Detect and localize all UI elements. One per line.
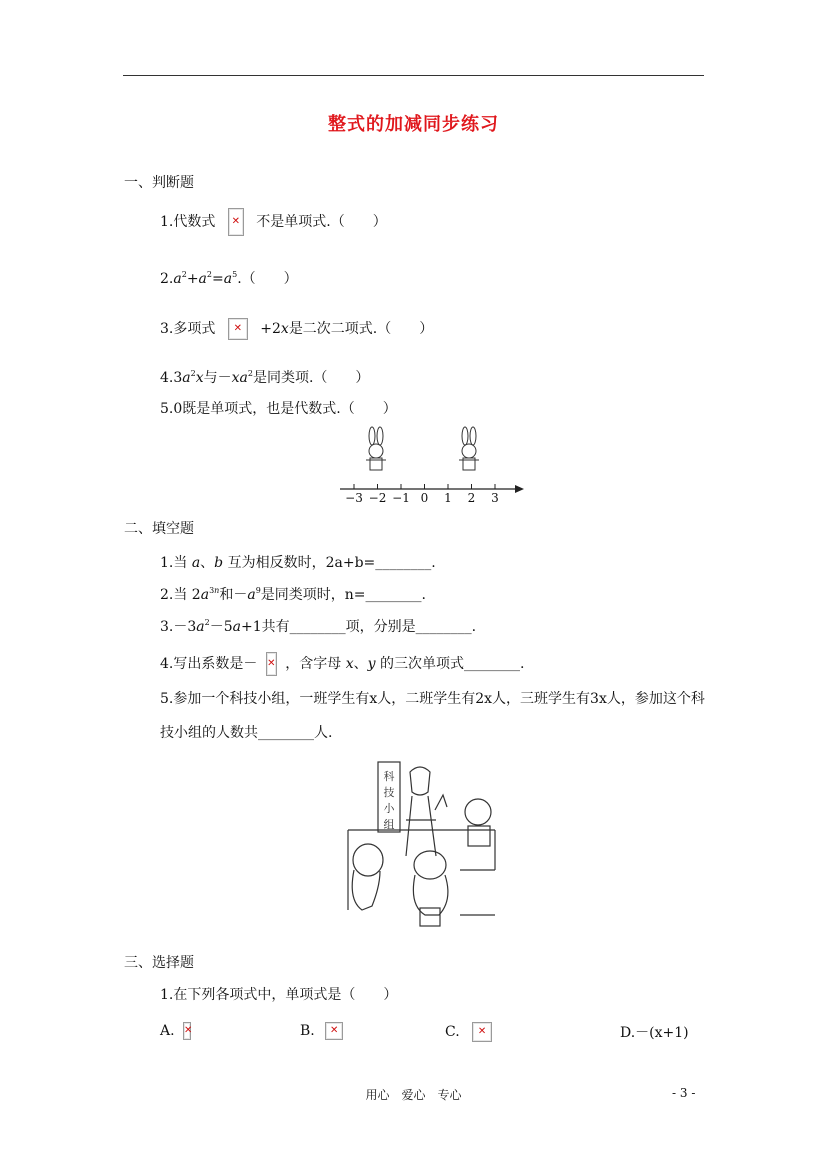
option-a[interactable] xyxy=(160,1022,191,1040)
broken-formula-image xyxy=(228,318,248,340)
q1-4-expression: $4.3a^2x$与$-xa^2$ xyxy=(160,369,253,386)
student-head-left xyxy=(353,844,383,876)
page-title: 整式的加减同步练习 xyxy=(328,114,499,135)
sign-char-3: 小 xyxy=(383,802,395,815)
section-heading-fill-in: 二、填空题 xyxy=(124,521,194,537)
broken-formula-image xyxy=(228,208,244,236)
q2-4-prefix: 4.写出系数是－ xyxy=(160,656,258,672)
header-rule xyxy=(123,75,704,76)
question-2-5: 5.参加一个科技小组，一班学生有x人，二班学生有2x人，三班学生有3x人，参加这个科技小组的人数共________人. xyxy=(160,691,705,741)
sign-char-1: 科 xyxy=(383,770,395,783)
question-2-2: 2.当 $2a^{3n}$和$-a^9$是同类项时，n=________. xyxy=(160,586,426,603)
student-head-center xyxy=(414,851,446,879)
teacher-head xyxy=(410,767,430,795)
question-1-3 xyxy=(160,318,433,340)
q2-1-answer: 2a+b=________. xyxy=(325,555,436,571)
q1-2-expression: $2.a^2+a^2=a^5$. xyxy=(160,270,242,287)
option-a-label: A. xyxy=(160,1023,175,1039)
number-line-tick-label: 2 xyxy=(467,491,476,504)
option-d-label: D.－(x+1) xyxy=(620,1025,689,1041)
page-number: - 3 - xyxy=(672,1086,696,1100)
sign-char-4: 组 xyxy=(383,818,395,831)
q2-2-answer: n=________. xyxy=(344,587,426,603)
broken-formula-image xyxy=(472,1022,492,1042)
q2-3-part2: －5 xyxy=(209,619,233,635)
sign-char-2: 技 xyxy=(383,786,395,799)
question-1-5: 5.0既是单项式，也是代数式.（ ） xyxy=(160,401,397,417)
question-1-4 xyxy=(160,367,369,387)
q1-1-prefix: 1.代数式 xyxy=(160,214,216,230)
number-line-tick-label: −1 xyxy=(392,491,410,504)
q1-3-suffix: 是二次二项式.（ ） xyxy=(288,321,434,337)
option-c-label: C. xyxy=(445,1024,460,1040)
science-group-illustration xyxy=(340,760,505,930)
number-line-arrow xyxy=(515,485,524,493)
question-1-1 xyxy=(160,208,387,236)
q1-4-suffix: 是同类项.（ ） xyxy=(252,370,370,386)
q1-3-var: x xyxy=(280,321,289,337)
q1-3-prefix: 3.多项式 xyxy=(160,321,216,337)
section-heading-judgement: 一、判断题 xyxy=(124,175,194,191)
number-line-tick-label: −3 xyxy=(345,491,363,504)
rabbit-left xyxy=(366,427,386,470)
broken-formula-image xyxy=(325,1022,343,1040)
number-line-tick-label: −2 xyxy=(368,491,387,504)
section-heading-choice: 三、选择题 xyxy=(124,955,194,971)
q2-4-middle: ，含字母 xyxy=(285,656,342,672)
q2-3-part3: +1共有________项，分别是________. xyxy=(241,619,477,635)
number-line-tick-label: 0 xyxy=(420,491,429,504)
footer-slogan: 用心 爱心 专心 xyxy=(365,1088,462,1102)
q1-3-plus: +2 xyxy=(260,321,281,337)
broken-formula-image xyxy=(266,652,277,676)
broken-formula-image xyxy=(183,1022,191,1040)
option-c[interactable] xyxy=(445,1022,492,1042)
option-d[interactable] xyxy=(620,1022,689,1042)
question-3-1: 1.在下列各项式中，单项式是（ ） xyxy=(160,987,398,1003)
q2-4-suffix: 的三次单项式________. xyxy=(380,656,525,672)
question-2-3: $3.-3a^2-5a+1$共有________项，分别是________. xyxy=(160,618,477,635)
option-b[interactable] xyxy=(300,1022,343,1040)
q1-1-suffix: 不是单项式.（ ） xyxy=(256,214,387,230)
question-1-2 xyxy=(160,268,298,288)
q1-2-suffix: （ ） xyxy=(241,271,298,287)
q2-3-part1: 3.－3 xyxy=(160,619,197,635)
number-line-tick-label: 1 xyxy=(444,491,452,504)
rabbit-right xyxy=(459,427,479,470)
question-2-4: 4.写出系数是－ ✕ ，含字母 x、y 的三次单项式________. xyxy=(160,652,524,676)
question-2-1: 1.当 a、b 互为相反数时，2a+b=________. xyxy=(160,555,436,571)
student-head-right xyxy=(465,799,491,825)
number-line-figure xyxy=(335,422,530,504)
number-line-tick-label: 3 xyxy=(491,491,499,504)
option-b-label: B. xyxy=(300,1023,315,1039)
